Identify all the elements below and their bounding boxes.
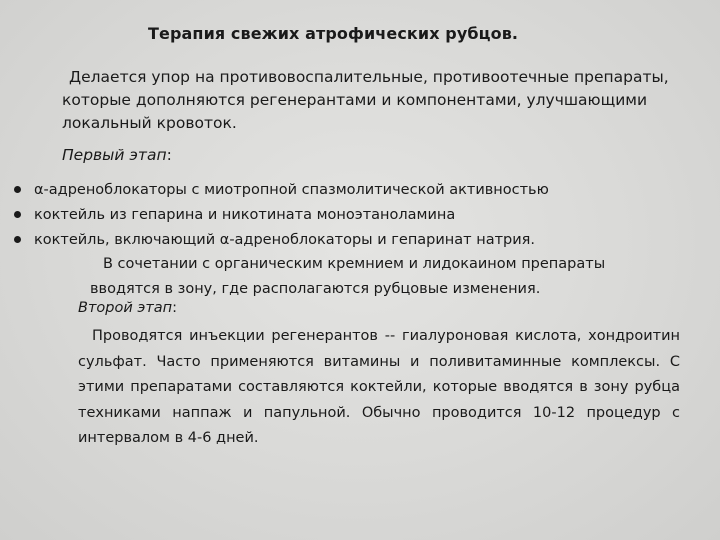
stage-two-line: Проводятся инъекции регенерантов -- гиалуроновая кислота, хондроитин	[92, 328, 680, 344]
combination-note	[90, 252, 663, 302]
list-item	[14, 203, 694, 228]
stage-one-heading	[62, 146, 172, 164]
stage-two-line: интервалом в 4-6 дней.	[78, 430, 259, 446]
bullet-icon	[14, 236, 21, 243]
combination-line: вводятся в зону, где располагаются рубцовые изменения.	[90, 281, 541, 297]
combination-line: В сочетании с органическим кремнием и лидокаином препараты	[103, 256, 606, 272]
intro-line: которые дополняются регенерантами и компонентами, улучшающими	[62, 91, 648, 109]
stage-one-label: Первый этап	[62, 146, 167, 164]
stage-two-paragraph	[78, 324, 680, 452]
stage-two-line: сульфат. Часто применяются витамины и поливитаминные комплексы. С	[78, 353, 680, 370]
stage-two-label: Второй этап	[78, 300, 173, 316]
stage-two-line: техниками наппаж и папульной. Обычно проводится 10-12 процедур с	[78, 404, 680, 421]
list-item	[14, 228, 694, 253]
bullet-icon	[14, 211, 21, 218]
list-item-text: коктейль из гепарина и никотината моноэтаноламина	[34, 207, 456, 223]
list-item-text: α-адреноблокаторы с миотропной спазмолитической активностью	[34, 182, 549, 198]
stage-one-list	[14, 178, 694, 253]
stage-two-heading	[78, 300, 177, 316]
intro-paragraph	[62, 66, 669, 135]
intro-line: Делается упор на противовоспалительные, противоотечные препараты,	[69, 68, 669, 86]
list-item	[14, 178, 694, 203]
stage-one-colon: :	[166, 146, 172, 164]
stage-two-line: этими препаратами составляются коктейли, которые вводятся в зону рубца	[78, 379, 680, 395]
stage-two-colon: :	[172, 300, 178, 316]
intro-line: локальный кровоток.	[62, 114, 237, 132]
list-item-text: коктейль, включающий α-адреноблокаторы и гепаринат натрия.	[34, 232, 536, 248]
slide-title: Терапия свежих атрофических рубцов.	[148, 24, 519, 43]
bullet-icon	[14, 186, 21, 193]
